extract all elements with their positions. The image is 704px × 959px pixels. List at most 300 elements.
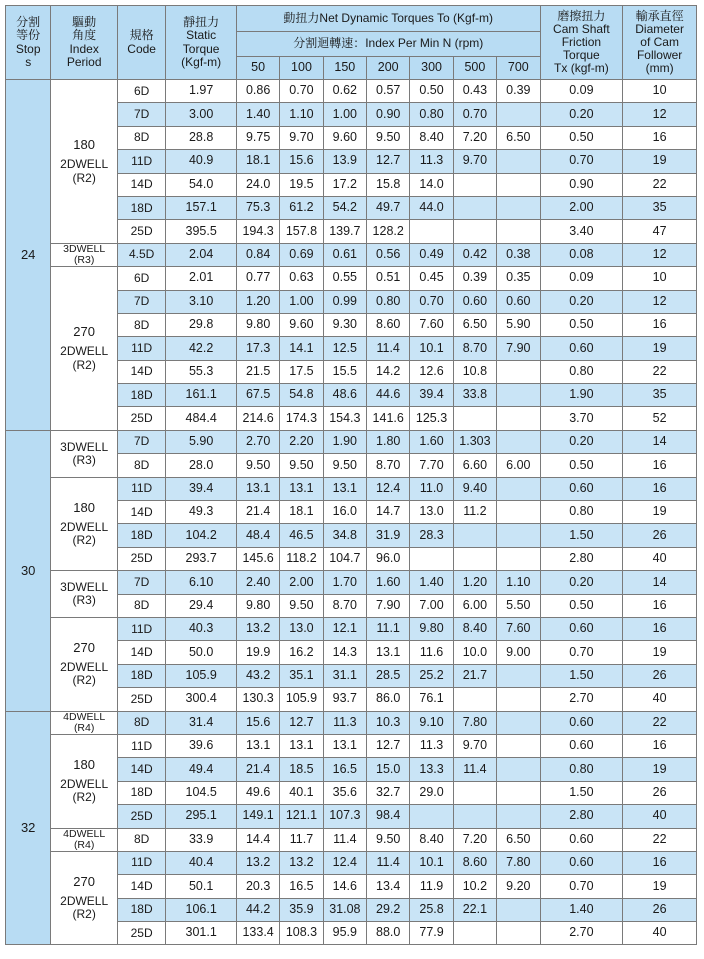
speed-300-cell: 1.40 bbox=[410, 571, 453, 594]
speed-200-cell: 14.2 bbox=[367, 360, 410, 383]
dwell-type: 3DWELL bbox=[63, 243, 106, 256]
speed-100-cell: 14.1 bbox=[280, 337, 323, 360]
speed-150-cell: 12.1 bbox=[323, 617, 366, 640]
table-row bbox=[6, 828, 697, 851]
code-cell: 14D bbox=[117, 641, 165, 664]
speed-700-cell: 0.39 bbox=[497, 80, 540, 103]
speed-150-cell: 11.4 bbox=[323, 828, 366, 851]
static-torque-cell: 484.4 bbox=[166, 407, 237, 430]
header-follower-diameter: 輸承直徑 Diameter of Cam Follower (mm) bbox=[623, 6, 697, 80]
table-row bbox=[6, 617, 697, 640]
speed-300-cell: 11.3 bbox=[410, 734, 453, 757]
header-speed-200: 200 bbox=[367, 57, 410, 80]
speed-700-cell: 7.90 bbox=[497, 337, 540, 360]
static-torque-cell: 54.0 bbox=[166, 173, 237, 196]
speed-200-cell: 9.50 bbox=[367, 126, 410, 149]
speed-700-cell bbox=[497, 734, 540, 757]
friction-torque-cell: 0.20 bbox=[540, 571, 623, 594]
friction-torque-cell: 2.70 bbox=[540, 688, 623, 711]
speed-150-cell: 93.7 bbox=[323, 688, 366, 711]
table-row bbox=[6, 243, 697, 266]
speed-50-cell: 214.6 bbox=[236, 407, 279, 430]
friction-torque-cell: 2.80 bbox=[540, 547, 623, 570]
follower-diameter-cell: 19 bbox=[623, 337, 697, 360]
index-period-cell bbox=[51, 734, 118, 828]
header-dynamic-torque: 動扭力Net Dynamic Torques To (Kgf-m) bbox=[236, 6, 540, 32]
speed-100-cell: 0.69 bbox=[280, 243, 323, 266]
speed-200-cell: 32.7 bbox=[367, 781, 410, 804]
dwell-code: (R4) bbox=[73, 838, 95, 851]
speed-150-cell: 0.55 bbox=[323, 267, 366, 290]
speed-200-cell: 128.2 bbox=[367, 220, 410, 243]
friction-torque-cell: 0.50 bbox=[540, 454, 623, 477]
speed-500-cell: 0.42 bbox=[453, 243, 496, 266]
speed-300-cell: 44.0 bbox=[410, 196, 453, 219]
speed-100-cell: 0.70 bbox=[280, 80, 323, 103]
speed-300-cell: 14.0 bbox=[410, 173, 453, 196]
friction-torque-cell: 0.50 bbox=[540, 313, 623, 336]
speed-50-cell: 67.5 bbox=[236, 384, 279, 407]
speed-50-cell: 1.40 bbox=[236, 103, 279, 126]
dwell-type: 2DWELL bbox=[60, 344, 109, 359]
follower-diameter-cell: 40 bbox=[623, 547, 697, 570]
speed-200-cell: 29.2 bbox=[367, 898, 410, 921]
code-cell: 18D bbox=[117, 898, 165, 921]
dwell-code: (R3) bbox=[72, 452, 96, 467]
static-torque-cell: 104.2 bbox=[166, 524, 237, 547]
speed-700-cell bbox=[497, 173, 540, 196]
code-cell: 8D bbox=[117, 828, 165, 851]
speed-300-cell: 39.4 bbox=[410, 384, 453, 407]
speed-500-cell: 11.4 bbox=[453, 758, 496, 781]
speed-100-cell: 157.8 bbox=[280, 220, 323, 243]
speed-50-cell: 130.3 bbox=[236, 688, 279, 711]
speed-500-cell: 1.303 bbox=[453, 430, 496, 453]
speed-100-cell: 9.50 bbox=[280, 454, 323, 477]
speed-700-cell bbox=[497, 688, 540, 711]
speed-100-cell: 15.6 bbox=[280, 150, 323, 173]
speed-700-cell bbox=[497, 898, 540, 921]
speed-300-cell: 9.10 bbox=[410, 711, 453, 734]
speed-50-cell: 145.6 bbox=[236, 547, 279, 570]
speed-100-cell: 121.1 bbox=[280, 805, 323, 828]
friction-torque-cell: 2.00 bbox=[540, 196, 623, 219]
speed-500-cell bbox=[453, 922, 496, 945]
speed-50-cell: 2.70 bbox=[236, 430, 279, 453]
torque-spec-sheet bbox=[5, 5, 697, 945]
speed-300-cell: 7.60 bbox=[410, 313, 453, 336]
friction-torque-cell: 0.20 bbox=[540, 103, 623, 126]
speed-700-cell bbox=[497, 196, 540, 219]
index-angle: 270 bbox=[73, 873, 95, 889]
speed-200-cell: 0.90 bbox=[367, 103, 410, 126]
speed-300-cell: 125.3 bbox=[410, 407, 453, 430]
speed-300-cell: 28.3 bbox=[410, 524, 453, 547]
speed-100-cell: 17.5 bbox=[280, 360, 323, 383]
speed-200-cell: 98.4 bbox=[367, 805, 410, 828]
speed-300-cell: 10.1 bbox=[410, 851, 453, 874]
speed-50-cell: 13.1 bbox=[236, 477, 279, 500]
code-cell: 14D bbox=[117, 360, 165, 383]
follower-diameter-cell: 47 bbox=[623, 220, 697, 243]
speed-100-cell: 18.5 bbox=[280, 758, 323, 781]
dwell-type: 2DWELL bbox=[60, 519, 109, 534]
static-torque-cell: 104.5 bbox=[166, 781, 237, 804]
speed-700-cell: 7.80 bbox=[497, 851, 540, 874]
speed-50-cell: 17.3 bbox=[236, 337, 279, 360]
code-cell: 7D bbox=[117, 430, 165, 453]
index-angle: 270 bbox=[73, 639, 95, 655]
friction-torque-cell: 0.09 bbox=[540, 267, 623, 290]
code-cell: 18D bbox=[117, 781, 165, 804]
header-index-speed: 分割迴轉速：Index Per Min N (rpm) bbox=[236, 32, 540, 57]
index-period-cell bbox=[51, 571, 118, 618]
friction-torque-cell: 0.20 bbox=[540, 290, 623, 313]
header-speed-500: 500 bbox=[453, 57, 496, 80]
speed-100-cell: 105.9 bbox=[280, 688, 323, 711]
code-cell: 11D bbox=[117, 337, 165, 360]
code-cell: 25D bbox=[117, 407, 165, 430]
dwell-type: 4DWELL bbox=[63, 828, 106, 841]
code-cell: 18D bbox=[117, 384, 165, 407]
static-torque-cell: 40.3 bbox=[166, 617, 237, 640]
static-torque-cell: 40.9 bbox=[166, 150, 237, 173]
speed-500-cell: 6.60 bbox=[453, 454, 496, 477]
speed-300-cell: 25.8 bbox=[410, 898, 453, 921]
header-speed-300: 300 bbox=[410, 57, 453, 80]
static-torque-cell: 295.1 bbox=[166, 805, 237, 828]
speed-700-cell bbox=[497, 384, 540, 407]
code-cell: 6D bbox=[117, 267, 165, 290]
speed-200-cell: 88.0 bbox=[367, 922, 410, 945]
follower-diameter-cell: 14 bbox=[623, 571, 697, 594]
friction-torque-cell: 1.50 bbox=[540, 781, 623, 804]
friction-torque-cell: 0.60 bbox=[540, 828, 623, 851]
code-cell: 14D bbox=[117, 758, 165, 781]
speed-100-cell: 9.50 bbox=[280, 594, 323, 617]
index-angle: 180 bbox=[73, 756, 95, 772]
speed-200-cell: 11.4 bbox=[367, 337, 410, 360]
static-torque-cell: 1.97 bbox=[166, 80, 237, 103]
speed-200-cell: 12.7 bbox=[367, 734, 410, 757]
speed-50-cell: 0.86 bbox=[236, 80, 279, 103]
speed-500-cell: 8.40 bbox=[453, 617, 496, 640]
speed-200-cell: 8.60 bbox=[367, 313, 410, 336]
static-torque-cell: 42.2 bbox=[166, 337, 237, 360]
speed-100-cell: 61.2 bbox=[280, 196, 323, 219]
dwell-code: (R3) bbox=[72, 593, 96, 608]
speed-50-cell: 49.6 bbox=[236, 781, 279, 804]
follower-diameter-cell: 16 bbox=[623, 594, 697, 617]
code-cell: 14D bbox=[117, 875, 165, 898]
speed-300-cell: 13.3 bbox=[410, 758, 453, 781]
dwell-code: (R2) bbox=[72, 907, 96, 922]
speed-50-cell: 14.4 bbox=[236, 828, 279, 851]
code-cell: 7D bbox=[117, 571, 165, 594]
table-row bbox=[6, 267, 697, 290]
speed-500-cell bbox=[453, 805, 496, 828]
speed-100-cell: 9.60 bbox=[280, 313, 323, 336]
table-row bbox=[6, 711, 697, 734]
speed-100-cell: 13.1 bbox=[280, 477, 323, 500]
static-torque-cell: 50.1 bbox=[166, 875, 237, 898]
speed-700-cell bbox=[497, 711, 540, 734]
speed-150-cell: 1.00 bbox=[323, 103, 366, 126]
speed-200-cell: 0.57 bbox=[367, 80, 410, 103]
speed-300-cell: 0.70 bbox=[410, 290, 453, 313]
speed-300-cell: 7.70 bbox=[410, 454, 453, 477]
code-cell: 8D bbox=[117, 313, 165, 336]
speed-100-cell: 40.1 bbox=[280, 781, 323, 804]
speed-150-cell: 95.9 bbox=[323, 922, 366, 945]
speed-700-cell bbox=[497, 524, 540, 547]
speed-500-cell: 11.2 bbox=[453, 501, 496, 524]
speed-50-cell: 20.3 bbox=[236, 875, 279, 898]
dwell-code: (R4) bbox=[73, 721, 95, 734]
speed-700-cell bbox=[497, 781, 540, 804]
speed-300-cell: 29.0 bbox=[410, 781, 453, 804]
speed-150-cell: 16.5 bbox=[323, 758, 366, 781]
speed-700-cell bbox=[497, 477, 540, 500]
follower-diameter-cell: 40 bbox=[623, 805, 697, 828]
speed-100-cell: 18.1 bbox=[280, 501, 323, 524]
speed-200-cell: 12.4 bbox=[367, 477, 410, 500]
speed-100-cell: 12.7 bbox=[280, 711, 323, 734]
friction-torque-cell: 0.80 bbox=[540, 758, 623, 781]
speed-200-cell: 44.6 bbox=[367, 384, 410, 407]
friction-torque-cell: 0.09 bbox=[540, 80, 623, 103]
speed-150-cell: 35.6 bbox=[323, 781, 366, 804]
speed-700-cell: 0.35 bbox=[497, 267, 540, 290]
friction-torque-cell: 0.70 bbox=[540, 641, 623, 664]
speed-500-cell bbox=[453, 173, 496, 196]
speed-300-cell: 11.9 bbox=[410, 875, 453, 898]
speed-50-cell: 48.4 bbox=[236, 524, 279, 547]
speed-50-cell: 18.1 bbox=[236, 150, 279, 173]
speed-700-cell bbox=[497, 501, 540, 524]
stops-cell: 24 bbox=[6, 80, 51, 431]
friction-torque-cell: 0.60 bbox=[540, 734, 623, 757]
speed-50-cell: 194.3 bbox=[236, 220, 279, 243]
dwell-type: 2DWELL bbox=[60, 894, 109, 909]
speed-50-cell: 0.77 bbox=[236, 267, 279, 290]
speed-200-cell: 141.6 bbox=[367, 407, 410, 430]
friction-torque-cell: 0.60 bbox=[540, 477, 623, 500]
speed-200-cell: 96.0 bbox=[367, 547, 410, 570]
speed-300-cell: 0.45 bbox=[410, 267, 453, 290]
speed-700-cell bbox=[497, 360, 540, 383]
speed-700-cell: 9.00 bbox=[497, 641, 540, 664]
speed-100-cell: 2.00 bbox=[280, 571, 323, 594]
speed-300-cell: 8.40 bbox=[410, 126, 453, 149]
follower-diameter-cell: 19 bbox=[623, 150, 697, 173]
header-stops: 分割 等份 Stop s bbox=[6, 6, 51, 80]
index-period-cell bbox=[51, 711, 118, 734]
follower-diameter-cell: 12 bbox=[623, 243, 697, 266]
speed-200-cell: 0.80 bbox=[367, 290, 410, 313]
speed-100-cell: 54.8 bbox=[280, 384, 323, 407]
code-cell: 25D bbox=[117, 220, 165, 243]
code-cell: 11D bbox=[117, 150, 165, 173]
speed-150-cell: 13.1 bbox=[323, 477, 366, 500]
speed-500-cell: 6.00 bbox=[453, 594, 496, 617]
speed-150-cell: 1.70 bbox=[323, 571, 366, 594]
speed-700-cell: 0.60 bbox=[497, 290, 540, 313]
speed-500-cell bbox=[453, 220, 496, 243]
dwell-type: 3DWELL bbox=[60, 579, 109, 594]
follower-diameter-cell: 22 bbox=[623, 173, 697, 196]
speed-50-cell: 9.50 bbox=[236, 454, 279, 477]
code-cell: 4.5D bbox=[117, 243, 165, 266]
speed-150-cell: 13.1 bbox=[323, 734, 366, 757]
follower-diameter-cell: 35 bbox=[623, 384, 697, 407]
speed-150-cell: 139.7 bbox=[323, 220, 366, 243]
speed-300-cell bbox=[410, 547, 453, 570]
index-period-cell bbox=[51, 477, 118, 571]
header-speed-50: 50 bbox=[236, 57, 279, 80]
table-body bbox=[6, 80, 697, 945]
dwell-type: 2DWELL bbox=[60, 157, 109, 172]
speed-150-cell: 31.1 bbox=[323, 664, 366, 687]
speed-300-cell: 25.2 bbox=[410, 664, 453, 687]
code-cell: 7D bbox=[117, 103, 165, 126]
dwell-code: (R2) bbox=[72, 673, 96, 688]
static-torque-cell: 33.9 bbox=[166, 828, 237, 851]
speed-700-cell: 0.38 bbox=[497, 243, 540, 266]
index-angle: 270 bbox=[73, 324, 95, 340]
speed-50-cell: 9.80 bbox=[236, 313, 279, 336]
static-torque-cell: 106.1 bbox=[166, 898, 237, 921]
speed-300-cell: 1.60 bbox=[410, 430, 453, 453]
speed-500-cell: 7.20 bbox=[453, 126, 496, 149]
speed-300-cell: 0.80 bbox=[410, 103, 453, 126]
speed-700-cell: 6.50 bbox=[497, 126, 540, 149]
follower-diameter-cell: 16 bbox=[623, 477, 697, 500]
friction-torque-cell: 2.80 bbox=[540, 805, 623, 828]
code-cell: 8D bbox=[117, 711, 165, 734]
static-torque-cell: 40.4 bbox=[166, 851, 237, 874]
friction-torque-cell: 0.70 bbox=[540, 875, 623, 898]
code-cell: 11D bbox=[117, 477, 165, 500]
speed-100-cell: 118.2 bbox=[280, 547, 323, 570]
speed-500-cell: 9.70 bbox=[453, 150, 496, 173]
speed-100-cell: 13.1 bbox=[280, 734, 323, 757]
friction-torque-cell: 0.60 bbox=[540, 337, 623, 360]
speed-150-cell: 12.5 bbox=[323, 337, 366, 360]
speed-300-cell: 13.0 bbox=[410, 501, 453, 524]
friction-torque-cell: 0.20 bbox=[540, 430, 623, 453]
index-period-cell bbox=[51, 267, 118, 431]
table-row bbox=[6, 571, 697, 594]
speed-50-cell: 15.6 bbox=[236, 711, 279, 734]
index-angle: 180 bbox=[73, 499, 95, 515]
speed-200-cell: 86.0 bbox=[367, 688, 410, 711]
friction-torque-cell: 3.70 bbox=[540, 407, 623, 430]
speed-100-cell: 1.10 bbox=[280, 103, 323, 126]
dwell-type: 3DWELL bbox=[60, 439, 109, 454]
code-cell: 8D bbox=[117, 594, 165, 617]
dwell-code: (R2) bbox=[72, 533, 96, 548]
speed-50-cell: 43.2 bbox=[236, 664, 279, 687]
table-row bbox=[6, 851, 697, 874]
speed-500-cell: 0.39 bbox=[453, 267, 496, 290]
follower-diameter-cell: 16 bbox=[623, 734, 697, 757]
follower-diameter-cell: 12 bbox=[623, 103, 697, 126]
speed-500-cell: 9.40 bbox=[453, 477, 496, 500]
speed-500-cell: 22.1 bbox=[453, 898, 496, 921]
friction-torque-cell: 0.50 bbox=[540, 126, 623, 149]
speed-700-cell bbox=[497, 758, 540, 781]
speed-500-cell: 9.70 bbox=[453, 734, 496, 757]
speed-50-cell: 21.4 bbox=[236, 758, 279, 781]
speed-300-cell: 0.49 bbox=[410, 243, 453, 266]
code-cell: 6D bbox=[117, 80, 165, 103]
code-cell: 11D bbox=[117, 734, 165, 757]
speed-50-cell: 24.0 bbox=[236, 173, 279, 196]
speed-150-cell: 8.70 bbox=[323, 594, 366, 617]
speed-150-cell: 0.61 bbox=[323, 243, 366, 266]
speed-150-cell: 11.3 bbox=[323, 711, 366, 734]
follower-diameter-cell: 22 bbox=[623, 711, 697, 734]
speed-700-cell bbox=[497, 430, 540, 453]
speed-300-cell: 11.6 bbox=[410, 641, 453, 664]
speed-150-cell: 14.6 bbox=[323, 875, 366, 898]
speed-500-cell bbox=[453, 781, 496, 804]
follower-diameter-cell: 16 bbox=[623, 454, 697, 477]
speed-150-cell: 31.08 bbox=[323, 898, 366, 921]
speed-150-cell: 14.3 bbox=[323, 641, 366, 664]
dwell-code: (R2) bbox=[72, 170, 96, 185]
speed-50-cell: 9.80 bbox=[236, 594, 279, 617]
code-cell: 18D bbox=[117, 664, 165, 687]
speed-150-cell: 12.4 bbox=[323, 851, 366, 874]
speed-150-cell: 13.9 bbox=[323, 150, 366, 173]
dwell-code: (R2) bbox=[72, 357, 96, 372]
speed-300-cell: 12.6 bbox=[410, 360, 453, 383]
follower-diameter-cell: 22 bbox=[623, 360, 697, 383]
static-torque-cell: 2.04 bbox=[166, 243, 237, 266]
speed-300-cell: 77.9 bbox=[410, 922, 453, 945]
stops-cell: 32 bbox=[6, 711, 51, 945]
speed-100-cell: 1.00 bbox=[280, 290, 323, 313]
static-torque-cell: 300.4 bbox=[166, 688, 237, 711]
static-torque-cell: 105.9 bbox=[166, 664, 237, 687]
static-torque-cell: 39.4 bbox=[166, 477, 237, 500]
dwell-type: 4DWELL bbox=[63, 711, 106, 724]
static-torque-cell: 28.0 bbox=[166, 454, 237, 477]
follower-diameter-cell: 19 bbox=[623, 875, 697, 898]
speed-50-cell: 44.2 bbox=[236, 898, 279, 921]
speed-50-cell: 149.1 bbox=[236, 805, 279, 828]
speed-50-cell: 1.20 bbox=[236, 290, 279, 313]
speed-500-cell: 33.8 bbox=[453, 384, 496, 407]
table-row bbox=[6, 734, 697, 757]
follower-diameter-cell: 40 bbox=[623, 922, 697, 945]
static-torque-cell: 6.10 bbox=[166, 571, 237, 594]
dwell-type: 2DWELL bbox=[60, 660, 109, 675]
dwell-code: (R3) bbox=[73, 253, 95, 266]
table-row bbox=[6, 80, 697, 103]
speed-200-cell: 13.4 bbox=[367, 875, 410, 898]
follower-diameter-cell: 16 bbox=[623, 617, 697, 640]
speed-700-cell: 6.00 bbox=[497, 454, 540, 477]
friction-torque-cell: 0.60 bbox=[540, 851, 623, 874]
speed-700-cell: 5.90 bbox=[497, 313, 540, 336]
speed-150-cell: 54.2 bbox=[323, 196, 366, 219]
speed-150-cell: 104.7 bbox=[323, 547, 366, 570]
code-cell: 25D bbox=[117, 922, 165, 945]
index-period-cell bbox=[51, 80, 118, 244]
